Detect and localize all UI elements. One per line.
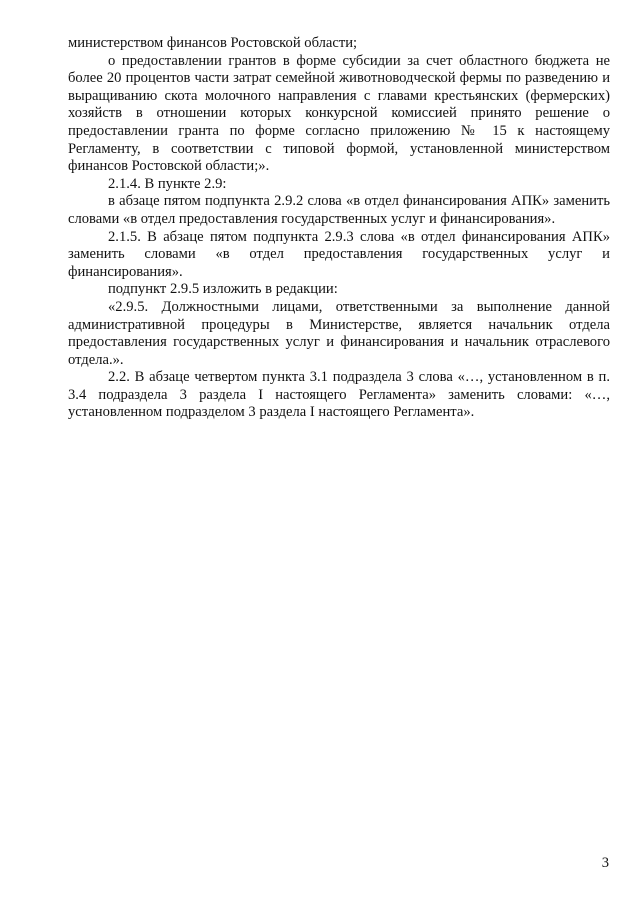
paragraph-7: «2.9.5. Должностными лицами, ответственными за выполнение данной административной процедуры в Министерстве, является начальник отдела предоставления государственных услуг и финансирования и начальник отраслевого отдела.». (68, 298, 610, 368)
paragraph-3: 2.1.4. В пункте 2.9: (108, 175, 227, 192)
paragraph-4: в абзаце пятом подпункта 2.9.2 слова «в отдел финансирования АПК» заменить словами «в отдел предоставления государственных услуг и финансирования». (68, 193, 610, 227)
paragraph-1: министерством финансов Ростовской области; (68, 35, 358, 51)
paragraph-6: подпункт 2.9.5 изложить в редакции: (108, 281, 338, 298)
paragraph-8: 2.2. В абзаце четвертом пункта 3.1 подраздела 3 слова «…, установленном в п. 3.4 подраздела 3 раздела I настоящего Регламента» заменить словами: «…, установленном подразделом 3 раздела I настоящего Регламента». (68, 369, 610, 421)
document-body (68, 35, 610, 422)
page-number: 3 (601, 855, 609, 871)
paragraph-5: 2.1.5. В абзаце пятом подпункта 2.9.3 слова «в отдел финансирования АПК» заменить словами «в отдел предоставления государственных услуг и финансирования». (68, 228, 610, 280)
paragraph-2: о предоставлении грантов в форме субсидии за счет областного бюджета не более 20 процентов части затрат семейной животноводческой фермы по разведению и выращиванию скота молочного направления с главами крестьянских (фермерских) хозяйств в отношении которых конкурсной комиссией принято решение о предоставлении гранта по форме согласно приложению № 15 к настоящему Регламенту, в соответствии с типовой формой, установленной министерством финансов Ростовской области;». (68, 52, 610, 175)
